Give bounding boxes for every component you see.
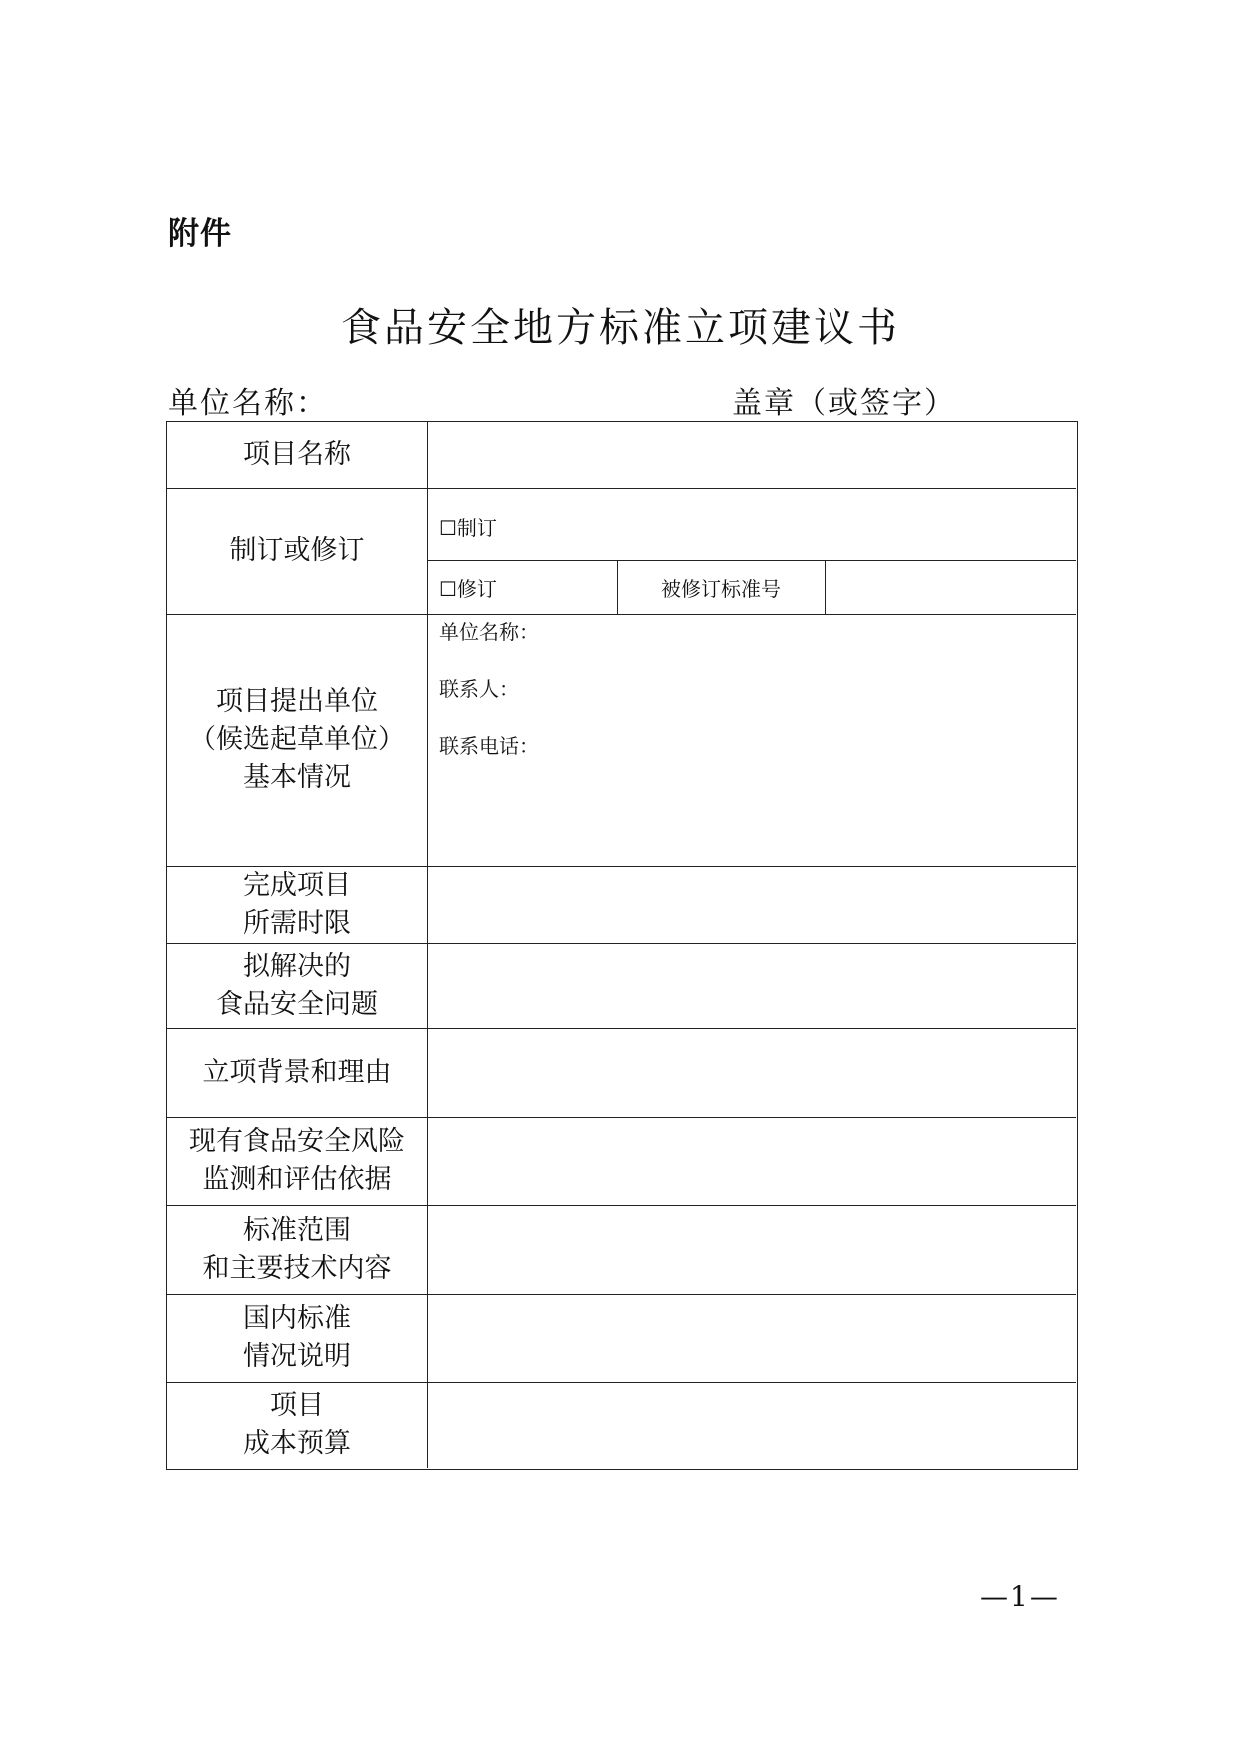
seal-label: 盖章（或签字） — [732, 386, 956, 421]
revise-checkbox[interactable]: ☐修订 — [439, 577, 497, 601]
attachment-label: 附件 — [168, 216, 232, 252]
background-label: 立项背景和理由 — [202, 1056, 392, 1088]
time-limit-label: 完成项目 所需时限 — [243, 869, 351, 939]
revise-cell-divider-2 — [825, 560, 826, 614]
proposer-phone-field: 联系电话： — [439, 734, 539, 758]
scope-label: 标准范围 和主要技术内容 — [202, 1214, 392, 1284]
document-title: 食品安全地方标准立项建议书 — [341, 305, 900, 351]
revision-label: 制订或修订 — [229, 535, 365, 566]
row-line-sub — [427, 560, 1076, 561]
problem-label: 拟解决的 食品安全问题 — [216, 950, 378, 1020]
unit-name-label: 单位名称： — [168, 386, 328, 421]
project-name-label: 项目名称 — [243, 439, 351, 470]
formulate-checkbox[interactable]: ☐制订 — [439, 516, 497, 540]
domestic-standard-label: 国内标准 情况说明 — [243, 1303, 351, 1372]
column-divider — [427, 422, 428, 1468]
proposer-unit-name-field: 单位名称： — [439, 620, 539, 644]
revised-standard-no-label: 被修订标准号 — [661, 577, 781, 601]
proposer-label: 项目提出单位 （候选起草单位） 基本情况 — [189, 686, 405, 793]
page-number: —1— — [980, 1580, 1060, 1613]
risk-assessment-label: 现有食品安全风险 监测和评估依据 — [189, 1126, 405, 1195]
proposer-contact-field: 联系人： — [439, 677, 519, 701]
proposal-form-table — [166, 421, 1078, 1470]
budget-label: 项目 成本预算 — [243, 1390, 351, 1459]
